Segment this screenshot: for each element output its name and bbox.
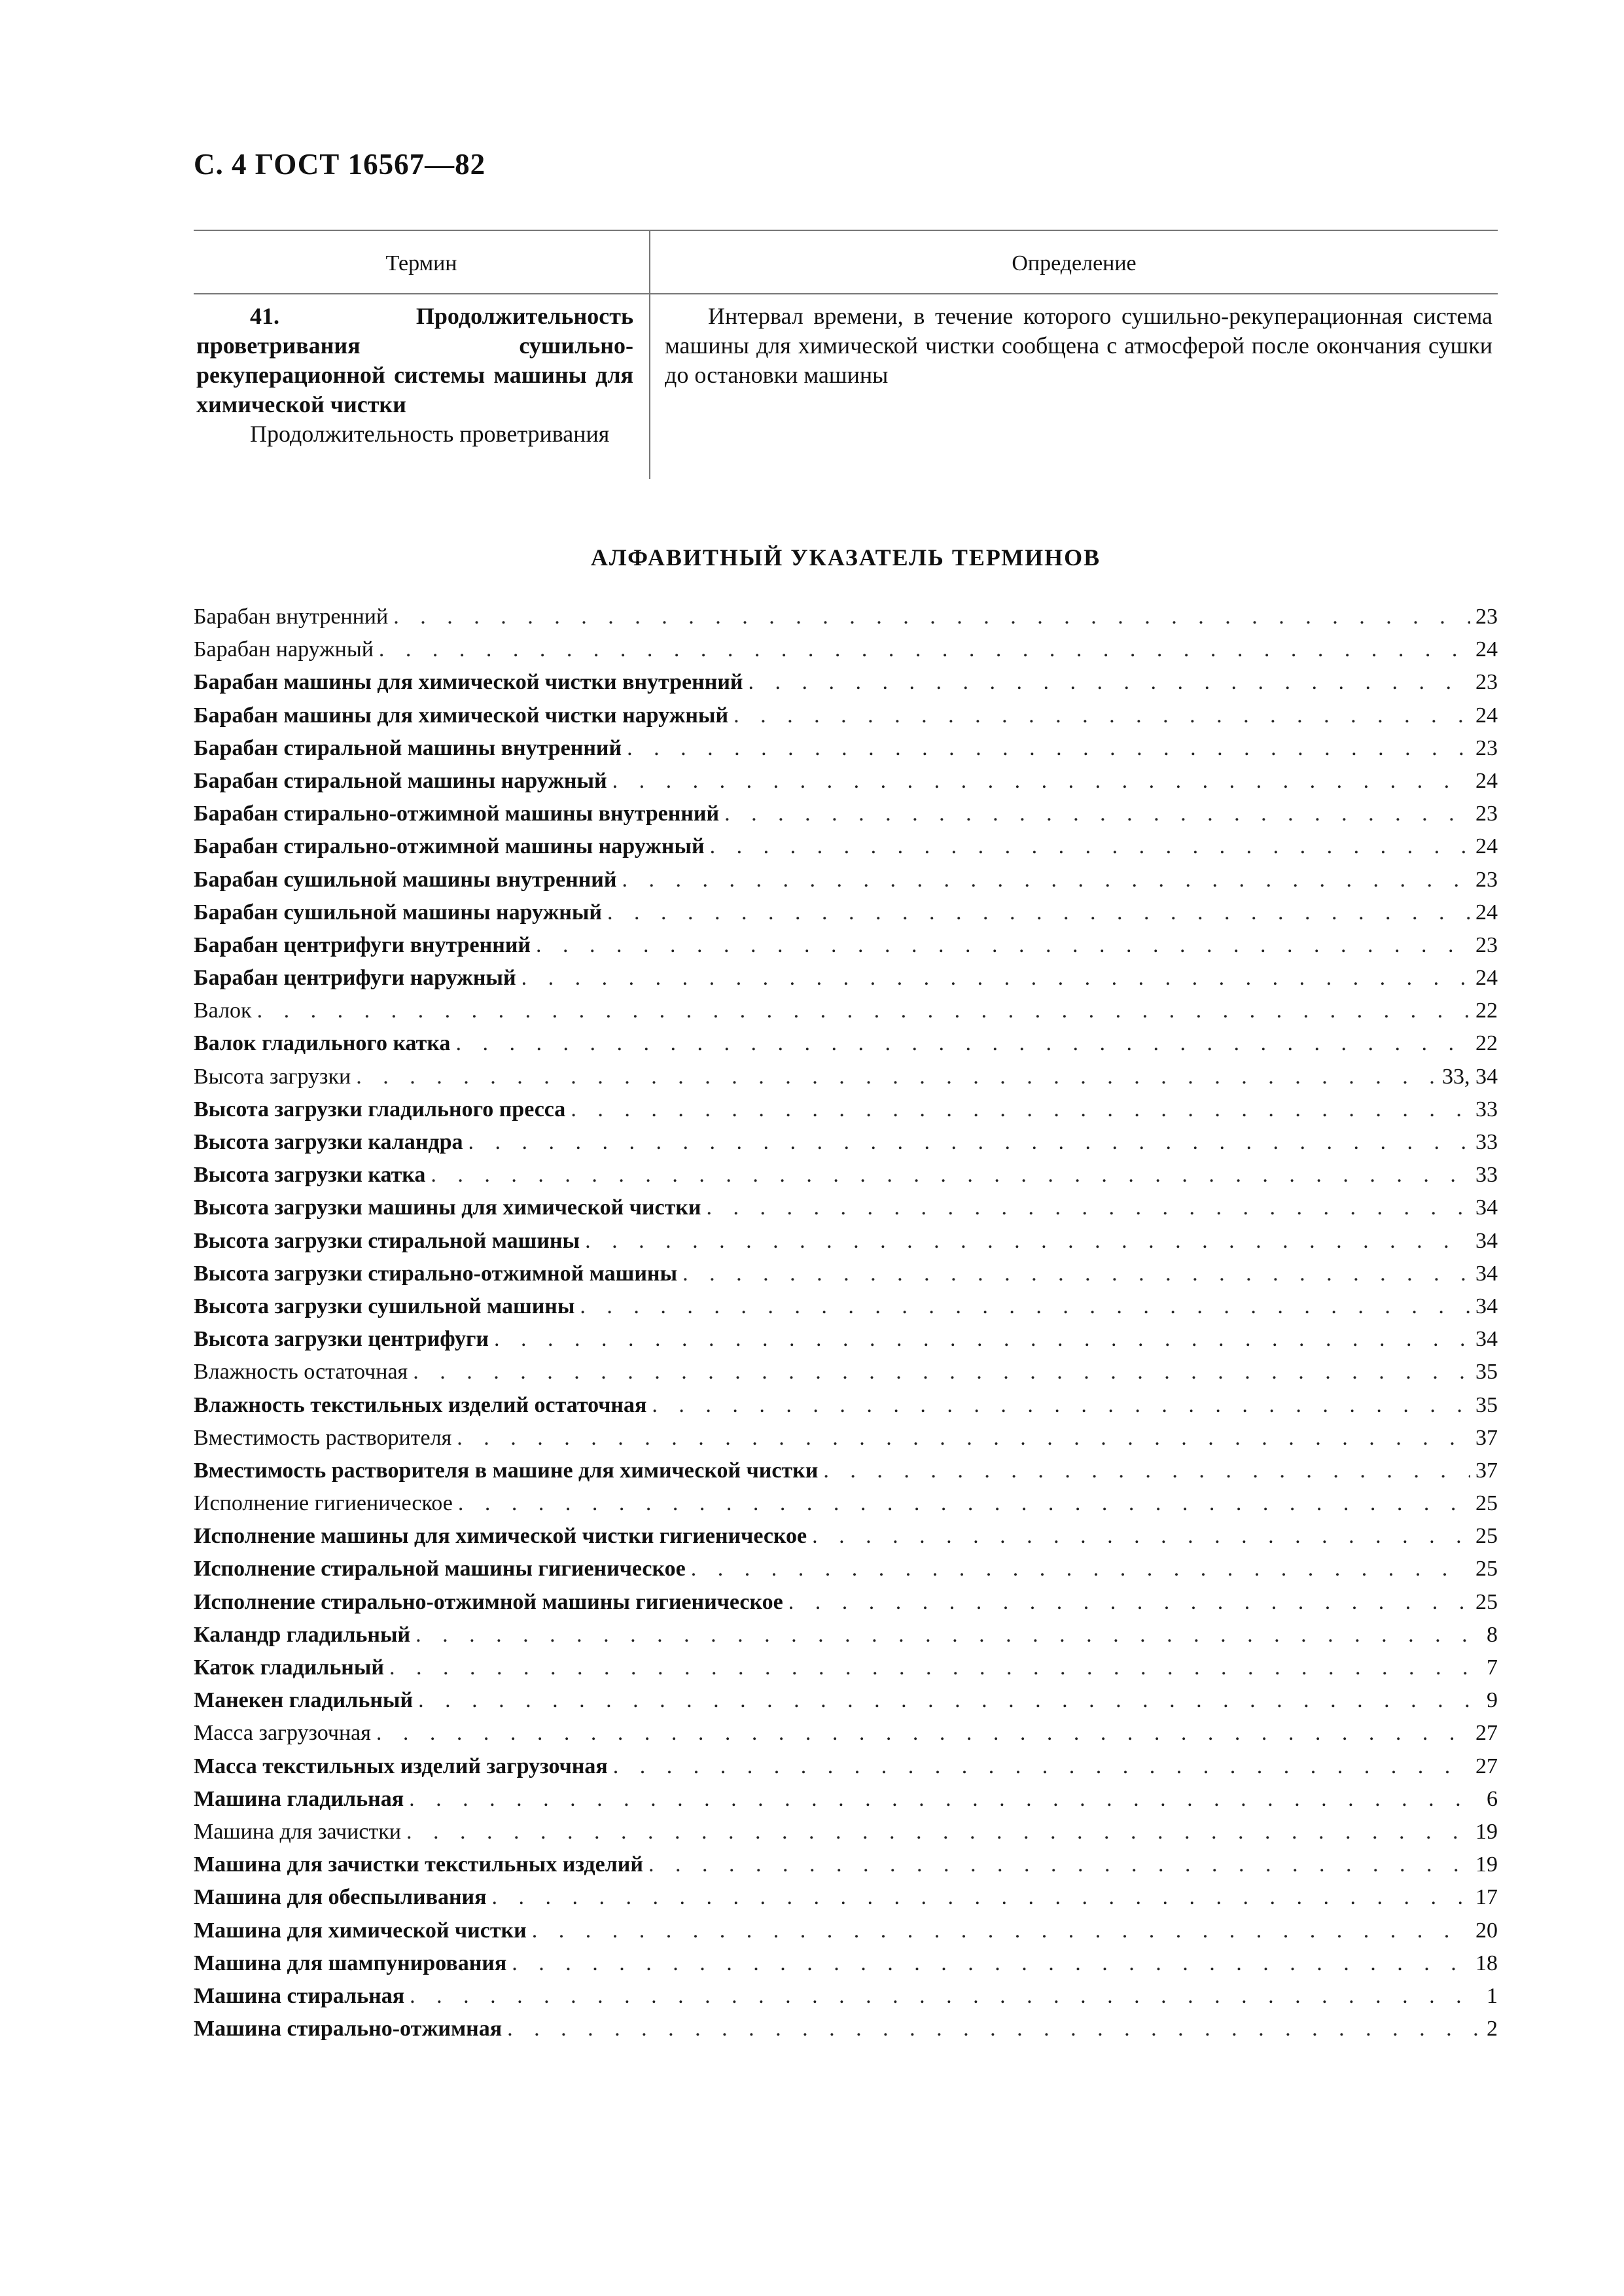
dot-leader xyxy=(376,1721,1470,1746)
index-entry-page: 34 xyxy=(1475,1327,1498,1352)
index-entry-page: 7 xyxy=(1487,1655,1498,1680)
dot-leader xyxy=(585,1229,1470,1254)
dot-leader xyxy=(494,1327,1470,1352)
index-entry-term: Масса текстильных изделий загрузочная xyxy=(194,1754,608,1778)
index-entry-page: 24 xyxy=(1475,637,1498,662)
dot-leader xyxy=(749,670,1470,695)
index-entry xyxy=(194,1229,1498,1262)
index-entry-term: Каток гладильный xyxy=(194,1655,385,1680)
index-entry xyxy=(194,1327,1498,1360)
index-entry-page: 34 xyxy=(1475,1195,1498,1220)
index-entry-term: Вместимость растворителя xyxy=(194,1425,452,1450)
index-entry-page: 35 xyxy=(1475,1392,1498,1417)
index-entry xyxy=(194,1951,1498,1984)
index-entry-page: 24 xyxy=(1475,900,1498,925)
definition-cell: Интервал времени, в течение которого сушильно-рекуперационная система машины для химической чистки сообщена с атмосферой после окончания сушки до остановки машины xyxy=(665,303,1492,388)
index-entry-term: Масса загрузочная xyxy=(194,1721,371,1746)
index-entry-page: 25 xyxy=(1475,1557,1498,1581)
index-entry-term: Высота загрузки катка xyxy=(194,1163,426,1188)
dot-leader xyxy=(413,1360,1470,1385)
table-header-rule xyxy=(194,293,1498,294)
index-entry-page: 24 xyxy=(1475,703,1498,728)
index-entry-page: 8 xyxy=(1487,1622,1498,1647)
index-entry xyxy=(194,1820,1498,1852)
index-entry xyxy=(194,769,1498,802)
alphabetical-index xyxy=(194,605,1498,2049)
index-entry xyxy=(194,1557,1498,1589)
index-entry-term: Машина для зачистки xyxy=(194,1819,402,1844)
index-entry-page: 25 xyxy=(1475,1524,1498,1549)
index-entry xyxy=(194,868,1498,900)
index-entry xyxy=(194,605,1498,637)
page-header: С. 4 ГОСТ 16567—82 xyxy=(194,148,486,181)
index-entry-term: Барабан сушильной машины внутренний xyxy=(194,867,617,892)
dot-leader xyxy=(492,1885,1470,1910)
index-entry xyxy=(194,670,1498,703)
dot-leader xyxy=(455,1031,1470,1056)
index-entry-page: 25 xyxy=(1475,1491,1498,1516)
index-entry-term: Высота загрузки xyxy=(194,1064,351,1089)
index-entry-term: Машина для обеспыливания xyxy=(194,1885,487,1910)
term-cell xyxy=(196,302,633,449)
index-entry-term: Высота загрузки стиральной машины xyxy=(194,1228,580,1253)
index-entry-term: Барабан стиральной машины наружный xyxy=(194,768,607,793)
dot-leader xyxy=(418,1688,1481,1713)
index-entry xyxy=(194,1918,1498,1951)
index-entry-term: Барабан машины для химической чистки наружный xyxy=(194,703,729,728)
index-entry-term: Каландр гладильный xyxy=(194,1622,411,1647)
index-entry-term: Барабан машины для химической чистки внутренний xyxy=(194,670,743,695)
index-entry xyxy=(194,703,1498,736)
column-header-definition: Определение xyxy=(1012,251,1137,275)
index-entry xyxy=(194,1195,1498,1228)
index-entry-term: Барабан сушильной машины наружный xyxy=(194,900,602,925)
table-top-rule xyxy=(194,230,1498,231)
dot-leader xyxy=(788,1590,1470,1615)
index-entry-term: Исполнение стирально-отжимной машины гигиеническое xyxy=(194,1589,783,1614)
index-entry-term: Высота загрузки каландра xyxy=(194,1130,463,1154)
index-entry xyxy=(194,1130,1498,1163)
dot-leader xyxy=(410,1984,1481,2009)
index-entry-term: Барабан центрифуги внутренний xyxy=(194,932,531,957)
index-entry-page: 19 xyxy=(1475,1819,1498,1844)
dot-leader xyxy=(652,1393,1470,1418)
dot-leader xyxy=(458,1491,1470,1516)
index-entry-term: Машина для шампунирования xyxy=(194,1951,507,1975)
dot-leader xyxy=(468,1130,1470,1155)
dot-leader xyxy=(409,1787,1481,1812)
index-entry-term: Влажность остаточная xyxy=(194,1360,408,1385)
index-entry-term: Валок гладильного катка xyxy=(194,1031,451,1056)
index-entry xyxy=(194,1984,1498,2017)
index-entry-page: 34 xyxy=(1475,1294,1498,1318)
index-entry-page: 37 xyxy=(1475,1458,1498,1483)
index-entry-page: 27 xyxy=(1475,1754,1498,1778)
index-entry-page: 23 xyxy=(1475,932,1498,957)
index-entry-page: 23 xyxy=(1475,735,1498,760)
dot-leader xyxy=(406,1820,1470,1845)
index-entry-term: Манекен гладильный xyxy=(194,1688,414,1713)
index-entry-term: Машина гладильная xyxy=(194,1786,404,1811)
index-entry-term: Машина стиральная xyxy=(194,1983,405,2008)
index-entry-term: Барабан внутренний xyxy=(194,605,389,629)
index-entry-page: 33 xyxy=(1475,1163,1498,1188)
dot-leader xyxy=(612,769,1470,794)
index-entry-term: Барабан стирально-отжимной машины внутренний xyxy=(194,802,720,826)
term-name: 41. Продолжительность проветривания сушильно-рекуперационной системы машины для химической чистки xyxy=(196,303,633,417)
index-entry xyxy=(194,1163,1498,1195)
index-entry xyxy=(194,1491,1498,1524)
dot-leader xyxy=(512,1951,1470,1976)
index-entry-term: Высота загрузки стирально-отжимной машины xyxy=(194,1261,678,1286)
dot-leader xyxy=(571,1097,1470,1122)
index-entry-page: 34 xyxy=(1475,1228,1498,1253)
index-entry xyxy=(194,1688,1498,1721)
dot-leader xyxy=(710,834,1470,859)
index-entry xyxy=(194,736,1498,769)
dot-leader xyxy=(457,1426,1470,1451)
terms-table xyxy=(194,230,1498,479)
index-entry xyxy=(194,1721,1498,1754)
index-entry-page: 22 xyxy=(1475,1031,1498,1056)
index-entry-page: 24 xyxy=(1475,834,1498,859)
index-entry-term: Высота загрузки центрифуги xyxy=(194,1327,489,1352)
index-entry xyxy=(194,1097,1498,1130)
dot-leader xyxy=(356,1065,1437,1089)
index-entry-page: 33, 34 xyxy=(1442,1064,1498,1089)
dot-leader xyxy=(733,703,1470,728)
index-entry xyxy=(194,1031,1498,1064)
dot-leader xyxy=(536,933,1470,958)
index-entry-page: 22 xyxy=(1475,998,1498,1023)
index-entry-page: 24 xyxy=(1475,768,1498,793)
dot-leader xyxy=(613,1754,1470,1779)
index-entry xyxy=(194,1262,1498,1294)
index-entry xyxy=(194,1623,1498,1655)
index-entry-page: 19 xyxy=(1475,1852,1498,1877)
dot-leader xyxy=(521,966,1470,991)
index-entry xyxy=(194,1852,1498,1885)
index-entry-term: Машина для зачистки текстильных изделий xyxy=(194,1852,643,1877)
index-entry-term: Машина стирально-отжимная xyxy=(194,2017,503,2041)
index-entry xyxy=(194,1393,1498,1426)
index-entry-page: 34 xyxy=(1475,1261,1498,1286)
index-entry-term: Валок xyxy=(194,998,252,1023)
index-entry-page: 9 xyxy=(1487,1688,1498,1713)
dot-leader xyxy=(707,1195,1471,1220)
dot-leader xyxy=(622,868,1470,892)
index-entry-page: 23 xyxy=(1475,605,1498,629)
index-entry xyxy=(194,933,1498,966)
index-entry-term: Вместимость растворителя в машине для химической чистки xyxy=(194,1458,819,1483)
index-entry xyxy=(194,998,1498,1031)
index-entry-page: 33 xyxy=(1475,1130,1498,1154)
dot-leader xyxy=(379,637,1470,662)
index-entry-term: Исполнение машины для химической чистки гигиеническое xyxy=(194,1524,807,1549)
index-entry-page: 6 xyxy=(1487,1786,1498,1811)
index-entry xyxy=(194,1458,1498,1491)
index-entry-page: 23 xyxy=(1475,670,1498,695)
index-entry xyxy=(194,2017,1498,2049)
dot-leader xyxy=(393,605,1470,629)
dot-leader xyxy=(507,2017,1481,2041)
dot-leader xyxy=(607,900,1470,925)
index-entry xyxy=(194,1426,1498,1458)
index-entry-term: Исполнение гигиеническое xyxy=(194,1491,453,1516)
dot-leader xyxy=(389,1655,1481,1680)
dot-leader xyxy=(823,1458,1470,1483)
index-entry-page: 33 xyxy=(1475,1097,1498,1122)
dot-leader xyxy=(415,1623,1481,1648)
index-entry-page: 18 xyxy=(1475,1951,1498,1975)
index-title: АЛФАВИТНЫЙ УКАЗАТЕЛЬ ТЕРМИНОВ xyxy=(590,544,1101,571)
index-entry-page: 17 xyxy=(1475,1885,1498,1910)
index-entry-term: Высота загрузки машины для химической чистки xyxy=(194,1195,701,1220)
index-entry xyxy=(194,834,1498,867)
dot-leader xyxy=(648,1852,1470,1877)
index-entry xyxy=(194,1754,1498,1787)
index-entry-page: 25 xyxy=(1475,1589,1498,1614)
index-entry xyxy=(194,900,1498,933)
index-entry-page: 2 xyxy=(1487,2017,1498,2041)
dot-leader xyxy=(431,1163,1470,1188)
index-entry-page: 27 xyxy=(1475,1721,1498,1746)
dot-leader xyxy=(724,802,1470,826)
dot-leader xyxy=(257,998,1470,1023)
index-entry xyxy=(194,1524,1498,1557)
index-entry xyxy=(194,1590,1498,1623)
index-entry-term: Высота загрузки гладильного пресса xyxy=(194,1097,566,1122)
index-entry-page: 37 xyxy=(1475,1425,1498,1450)
column-header-term: Термин xyxy=(385,251,457,275)
index-entry-page: 35 xyxy=(1475,1360,1498,1385)
index-entry-page: 20 xyxy=(1475,1918,1498,1943)
index-entry-term: Барабан стирально-отжимной машины наружный xyxy=(194,834,705,859)
index-entry-page: 24 xyxy=(1475,966,1498,991)
dot-leader xyxy=(691,1557,1470,1581)
index-entry xyxy=(194,1294,1498,1327)
index-entry-term: Барабан стиральной машины внутренний xyxy=(194,735,622,760)
index-entry-page: 1 xyxy=(1487,1983,1498,2008)
index-entry-term: Исполнение стиральной машины гигиеническое xyxy=(194,1557,686,1581)
index-entry xyxy=(194,966,1498,998)
dot-leader xyxy=(627,736,1470,761)
index-entry xyxy=(194,802,1498,834)
dot-leader xyxy=(682,1262,1470,1286)
index-entry-page: 23 xyxy=(1475,867,1498,892)
term-short-form: Продолжительность проветривания xyxy=(250,421,610,447)
index-entry xyxy=(194,1655,1498,1688)
dot-leader xyxy=(580,1294,1470,1319)
index-entry-term: Барабан наружный xyxy=(194,637,374,662)
index-entry-term: Влажность текстильных изделий остаточная xyxy=(194,1392,647,1417)
index-entry-term: Высота загрузки сушильной машины xyxy=(194,1294,575,1318)
dot-leader xyxy=(812,1524,1470,1549)
index-entry xyxy=(194,1065,1498,1097)
index-entry xyxy=(194,1360,1498,1392)
index-entry xyxy=(194,1885,1498,1918)
dot-leader xyxy=(532,1918,1470,1943)
index-entry-term: Машина для химической чистки xyxy=(194,1918,527,1943)
index-entry xyxy=(194,637,1498,670)
index-entry-page: 23 xyxy=(1475,802,1498,826)
index-entry-term: Барабан центрифуги наружный xyxy=(194,966,516,991)
index-entry xyxy=(194,1787,1498,1820)
